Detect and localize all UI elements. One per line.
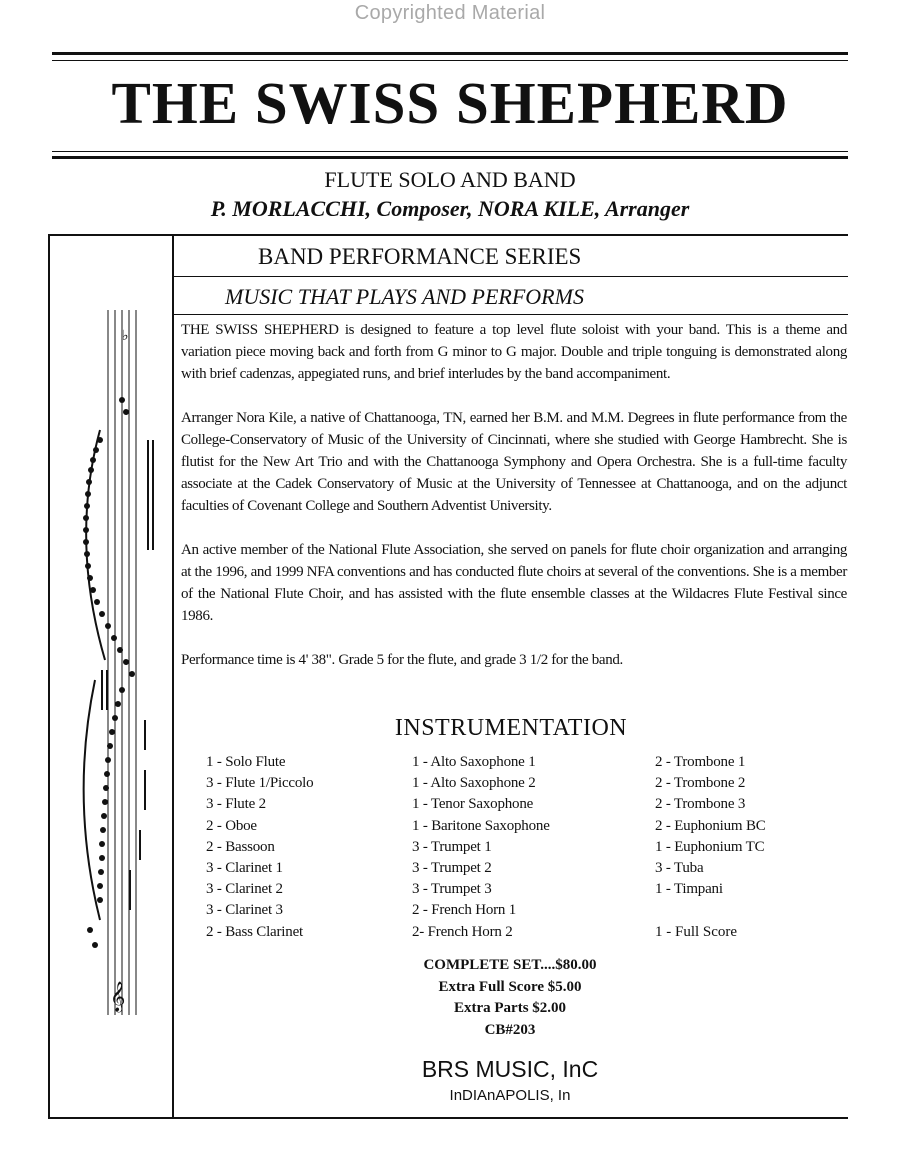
instrument-item: 3 - Trumpet 3 (412, 881, 492, 898)
description (181, 319, 847, 693)
frame-divider (172, 234, 174, 1119)
publisher-name: BRS MUSIC, InC (421, 1056, 599, 1082)
publisher-city: InDIAnAPOLIS, In (449, 1087, 571, 1104)
header-rule-top-thin (52, 60, 848, 61)
instrument-item: 3 - Clarinet 1 (206, 860, 283, 877)
instrument-item: 2- French Horn 2 (412, 923, 513, 940)
instrument-item: 2 - Oboe (206, 817, 257, 834)
instrument-item: 1 - Euphonium TC (655, 838, 765, 855)
instrument-item: 1 - Alto Saxophone 2 (412, 775, 536, 792)
svg-text:♭: ♭ (122, 328, 129, 344)
instrument-item: 1 - Solo Flute (206, 754, 286, 770)
instrument-item: 3 - Flute 1/Piccolo (206, 775, 314, 792)
frame-left (48, 234, 50, 1119)
instrument-item: 3 - Trumpet 2 (412, 860, 492, 877)
frame-top (48, 234, 848, 236)
instrument-item: 3 - Clarinet 2 (206, 881, 283, 898)
header-rule-bottom (52, 156, 848, 159)
instrument-item: 3 - Tuba (655, 860, 704, 877)
description-paragraph: THE SWISS SHEPHERD is designed to feature a top level flute soloist with your band. This is a theme and variation piece moving back and forth from G minor to G major. Double and triple tonguing is demonstrated along with brief cadenzas, appegiated runs, and brief interludes by the band accompaniment. (181, 322, 847, 382)
header-rule-top (52, 52, 848, 55)
instrument-item: 2 - Trombone 1 (655, 754, 746, 770)
instrument-item: 2 - Bass Clarinet (206, 923, 304, 940)
subtitle: FLUTE SOLO AND BAND (324, 167, 576, 192)
series-rule-bottom (174, 314, 848, 315)
frame-bottom (48, 1117, 848, 1119)
performance-time: Performance time is 4' 38". Grade 5 for the flute, and grade 3 1/2 for the band. (181, 652, 623, 668)
piece-title: THE SWISS SHEPHERD (111, 70, 789, 136)
instrument-column-woodwinds (206, 752, 313, 943)
description-paragraph: An active member of the National Flute Association, she served on panels for flute choir organization and arranging at the 1996, and 1999 NFA conventions and has conducted flute choirs at several of the conventions. She is a member of the National Flute Choir, and has assisted with the flute ensemble classes at the Wildacres Flute Festival since 1986. (181, 542, 847, 624)
instrument-item: 3 - Flute 2 (206, 796, 266, 813)
header-rule-bottom-thin (52, 151, 848, 152)
instrument-item: 1 - Timpani (655, 881, 723, 898)
instrumentation-heading: INSTRUMENTATION (394, 715, 628, 741)
instrument-item: 2 - Trombone 3 (655, 796, 746, 813)
sheet-music-illustration (60, 300, 160, 1030)
instrument-column-low-brass (655, 752, 766, 900)
svg-text:𝄞: 𝄞 (110, 982, 126, 1012)
instrument-item: 1 - Baritone Saxophone (412, 817, 550, 834)
series-rule-top (174, 276, 848, 277)
description-paragraph: Arranger Nora Kile, a native of Chattanooga, TN, earned her B.M. and M.M. Degrees in flute performance from the College-Conservatory of Music of the University of Cincinnati, where she studied with George Hambrecht. She is flutist for the New Art Trio and with the Chattanooga Symphony and Opera Orchestra. She is a full-time faculty associate at the Cadek Conservatory of Music at the University of Tennessee at Chattanooga, and on the adjunct faculties of Covenant College and Southern Adventist University. (181, 410, 847, 514)
instrument-column-sax-brass (412, 752, 550, 943)
instrument-item: 1 - Alto Saxophone 1 (412, 754, 536, 770)
instrument-item: 1 - Tenor Saxophone (412, 796, 534, 813)
pricing (360, 955, 660, 1041)
full-score-item: 1 - Full Score (655, 924, 738, 940)
instrument-item: 3 - Trumpet 1 (412, 838, 492, 855)
instrument-item: 2 - Trombone 2 (655, 775, 746, 792)
complete-set-price: COMPLETE SET....$80.00 (423, 957, 597, 973)
instrument-item: 2 - Euphonium BC (655, 817, 766, 834)
instrument-item: 3 - Clarinet 3 (206, 902, 283, 919)
instrument-item: 2 - French Horn 1 (412, 902, 517, 919)
instrument-item: 2 - Bassoon (206, 838, 275, 855)
copyright-watermark: Copyrighted Material (354, 2, 546, 24)
extra-parts-price: Extra Parts $2.00 (453, 1000, 567, 1016)
series-tagline: MUSIC THAT PLAYS AND PERFORMS (225, 284, 584, 309)
catalog-number: CB#203 (484, 1021, 536, 1038)
credits: P. MORLACCHI, Composer, NORA KILE, Arranger (210, 196, 690, 221)
extra-score-price: Extra Full Score $5.00 (438, 978, 582, 995)
series-name: BAND PERFORMANCE SERIES (258, 244, 582, 269)
